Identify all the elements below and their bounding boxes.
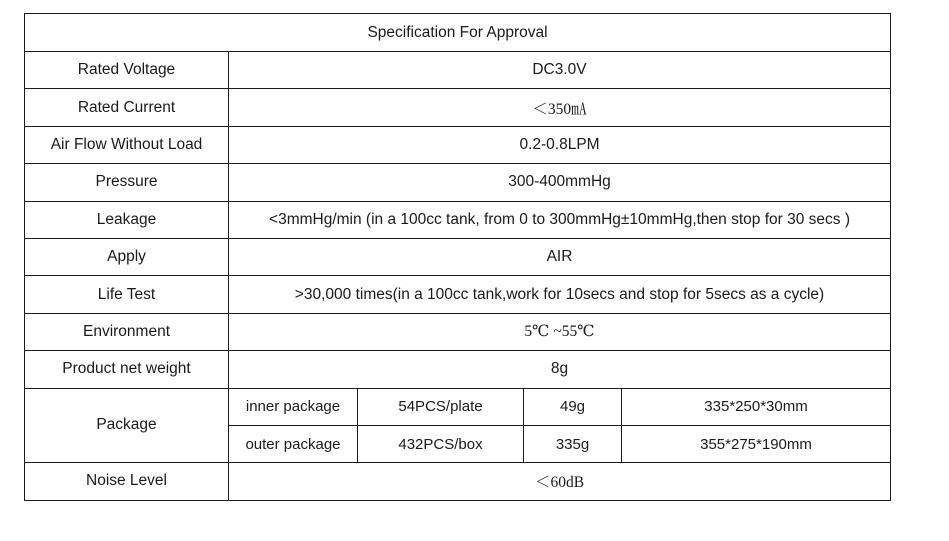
rated-current-label: Rated Current [25,89,229,126]
leakage-value: <3mmHg/min (in a 100cc tank, from 0 to 300mmHg±10mmHg,then stop for 30 secs ) [229,201,891,238]
table-row-life-test [25,276,891,313]
pressure-value: 300-400mmHg [229,164,891,201]
title-row [25,14,891,52]
net-weight-value: 8g [229,351,891,388]
table-row-package-inner [25,388,891,425]
outer-package-weight: 335g [524,425,622,462]
table-row-rated-current [25,89,891,126]
noise-level-value: ＜60dB [229,463,891,500]
rated-voltage-label: Rated Voltage [25,52,229,89]
table-row-net-weight [25,351,891,388]
rated-voltage-value: DC3.0V [229,52,891,89]
life-test-label: Life Test [25,276,229,313]
apply-label: Apply [25,238,229,275]
outer-package-qty: 432PCS/box [358,425,524,462]
package-label: Package [25,388,229,463]
table-title: Specification For Approval [25,14,891,52]
air-flow-label: Air Flow Without Load [25,126,229,163]
leakage-label: Leakage [25,201,229,238]
environment-label: Environment [25,313,229,350]
table-row-environment [25,313,891,350]
rated-current-value: ＜350㎃ [229,89,891,126]
inner-package-name: inner package [229,388,358,425]
table-row-pressure [25,164,891,201]
noise-level-label: Noise Level [25,463,229,500]
air-flow-value: 0.2-0.8LPM [229,126,891,163]
environment-value: 5℃ ~55℃ [229,313,891,350]
table-row-rated-voltage [25,52,891,89]
inner-package-size: 335*250*30mm [622,388,891,425]
net-weight-label: Product net weight [25,351,229,388]
table-row-air-flow [25,126,891,163]
table-row-apply [25,238,891,275]
life-test-value: >30,000 times(in a 100cc tank,work for 10secs and stop for 5secs as a cycle) [229,276,891,313]
apply-value: AIR [229,238,891,275]
pressure-label: Pressure [25,164,229,201]
table-row-noise-level [25,463,891,500]
inner-package-weight: 49g [524,388,622,425]
outer-package-size: 355*275*190mm [622,425,891,462]
specification-table [24,13,891,501]
outer-package-name: outer package [229,425,358,462]
inner-package-qty: 54PCS/plate [358,388,524,425]
table-row-leakage [25,201,891,238]
